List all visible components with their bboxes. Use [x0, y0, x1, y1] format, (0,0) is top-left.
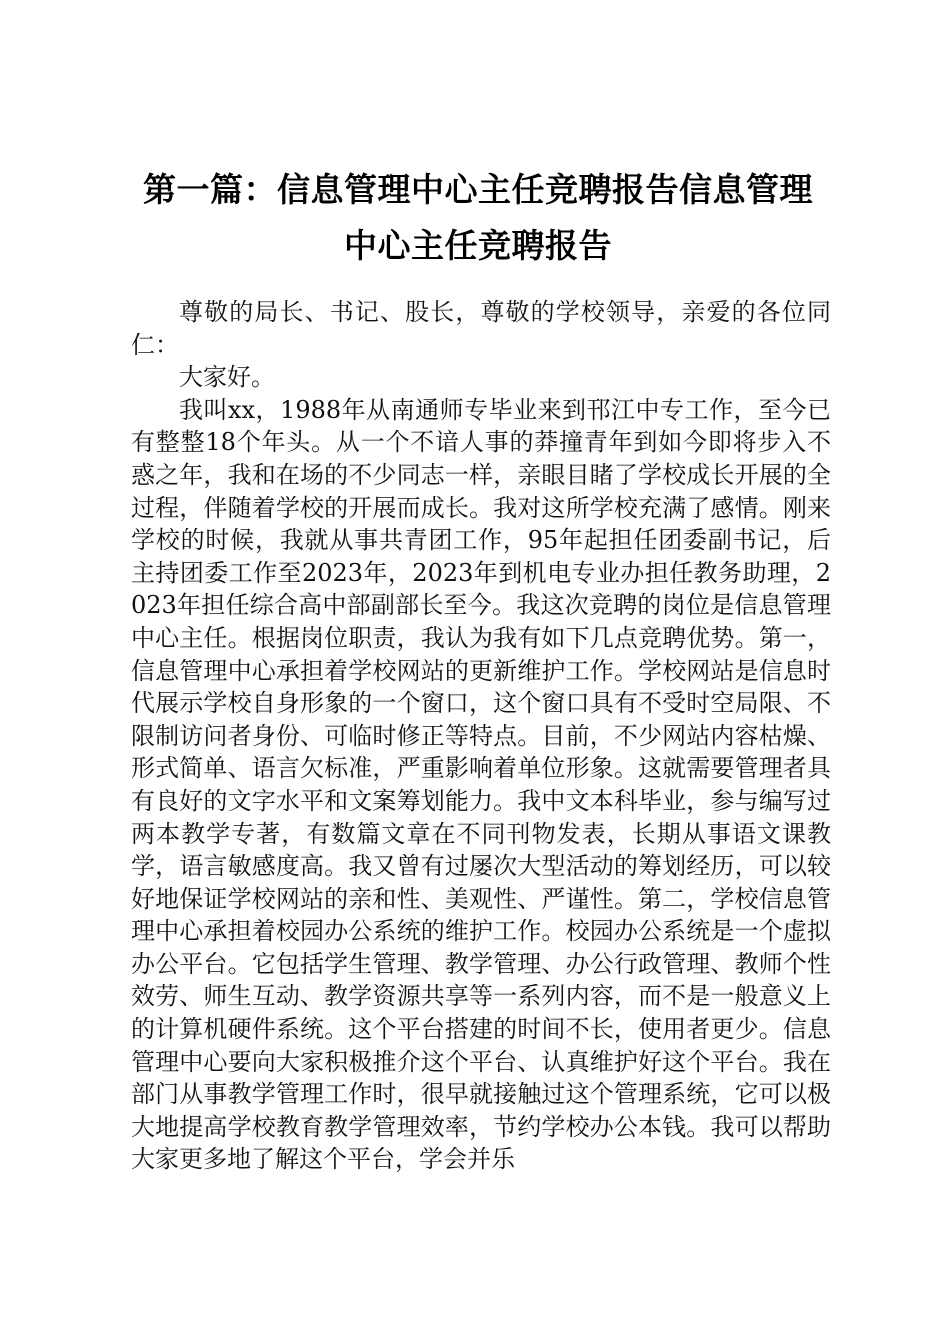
paragraph-salutation: 尊敬的局长、书记、股长，尊敬的学校领导，亲爱的各位同仁： — [131, 298, 831, 359]
title-line-1: 第一篇：信息管理中心主任竞聘报告信息管理 — [143, 170, 813, 209]
title-line-2: 中心主任竞聘报告 — [344, 226, 612, 265]
paragraph-greeting: 大家好。 — [179, 363, 275, 392]
document-body — [131, 296, 831, 1176]
document-title — [118, 162, 838, 274]
paragraph-main: 我叫xx，1988年从南通师专毕业来到邗江中专工作，至今已有整整18个年头。从一个不谙人事的莽撞青年到如今即将步入不惑之年，我和在场的不少同志一样，亲眼目睹了学校成长开展的全过程，伴随着学校的开展而成长。我对这所学校充满了感情。刚来学校的时候，我就从事共青团工作，95年起担任团委副书记，后主持团委工作至2023年，2023年到机电专业办担任教务助理，2023年担任综合高中部副部长至今。我这次竞聘的岗位是信息管理中心主任。根据岗位职责，我认为我有如下几点竞聘优势。第一，信息管理中心承担着学校网站的更新维护工作。学校网站是信息时代展示学校自身形象的一个窗口，这个窗口具有不受时空局限、不限制访问者身份、可临时修正等特点。目前，不少网站内容枯燥、形式简单、语言欠标准，严重影响着单位形象。这就需要管理者具有良好的文字水平和文案筹划能力。我中文本科毕业，参与编写过两本教学专著，有数篇文章在不同刊物发表，长期从事语文课教学，语言敏感度高。我又曾有过屡次大型活动的筹划经历，可以较好地保证学校网站的亲和性、美观性、严谨性。第二，学校信息管理中心承担着校园办公系统的维护工作。校园办公系统是一个虚拟办公平台。它包括学生管理、教学管理、办公行政管理、教师个性效劳、师生互动、教学资源共享等一系列内容，而不是一般意义上的计算机硬件系统。这个平台搭建的时间不长，使用者更少。信息管理中心要向大家积极推介这个平台、认真维护好这个平台。我在部门从事教学管理工作时，很早就接触过这个管理系统，它可以极大地提高学校教育教学管理效率，节约学校办公本钱。我可以帮助大家更多地了解这个平台，学会并乐 — [131, 395, 831, 1174]
